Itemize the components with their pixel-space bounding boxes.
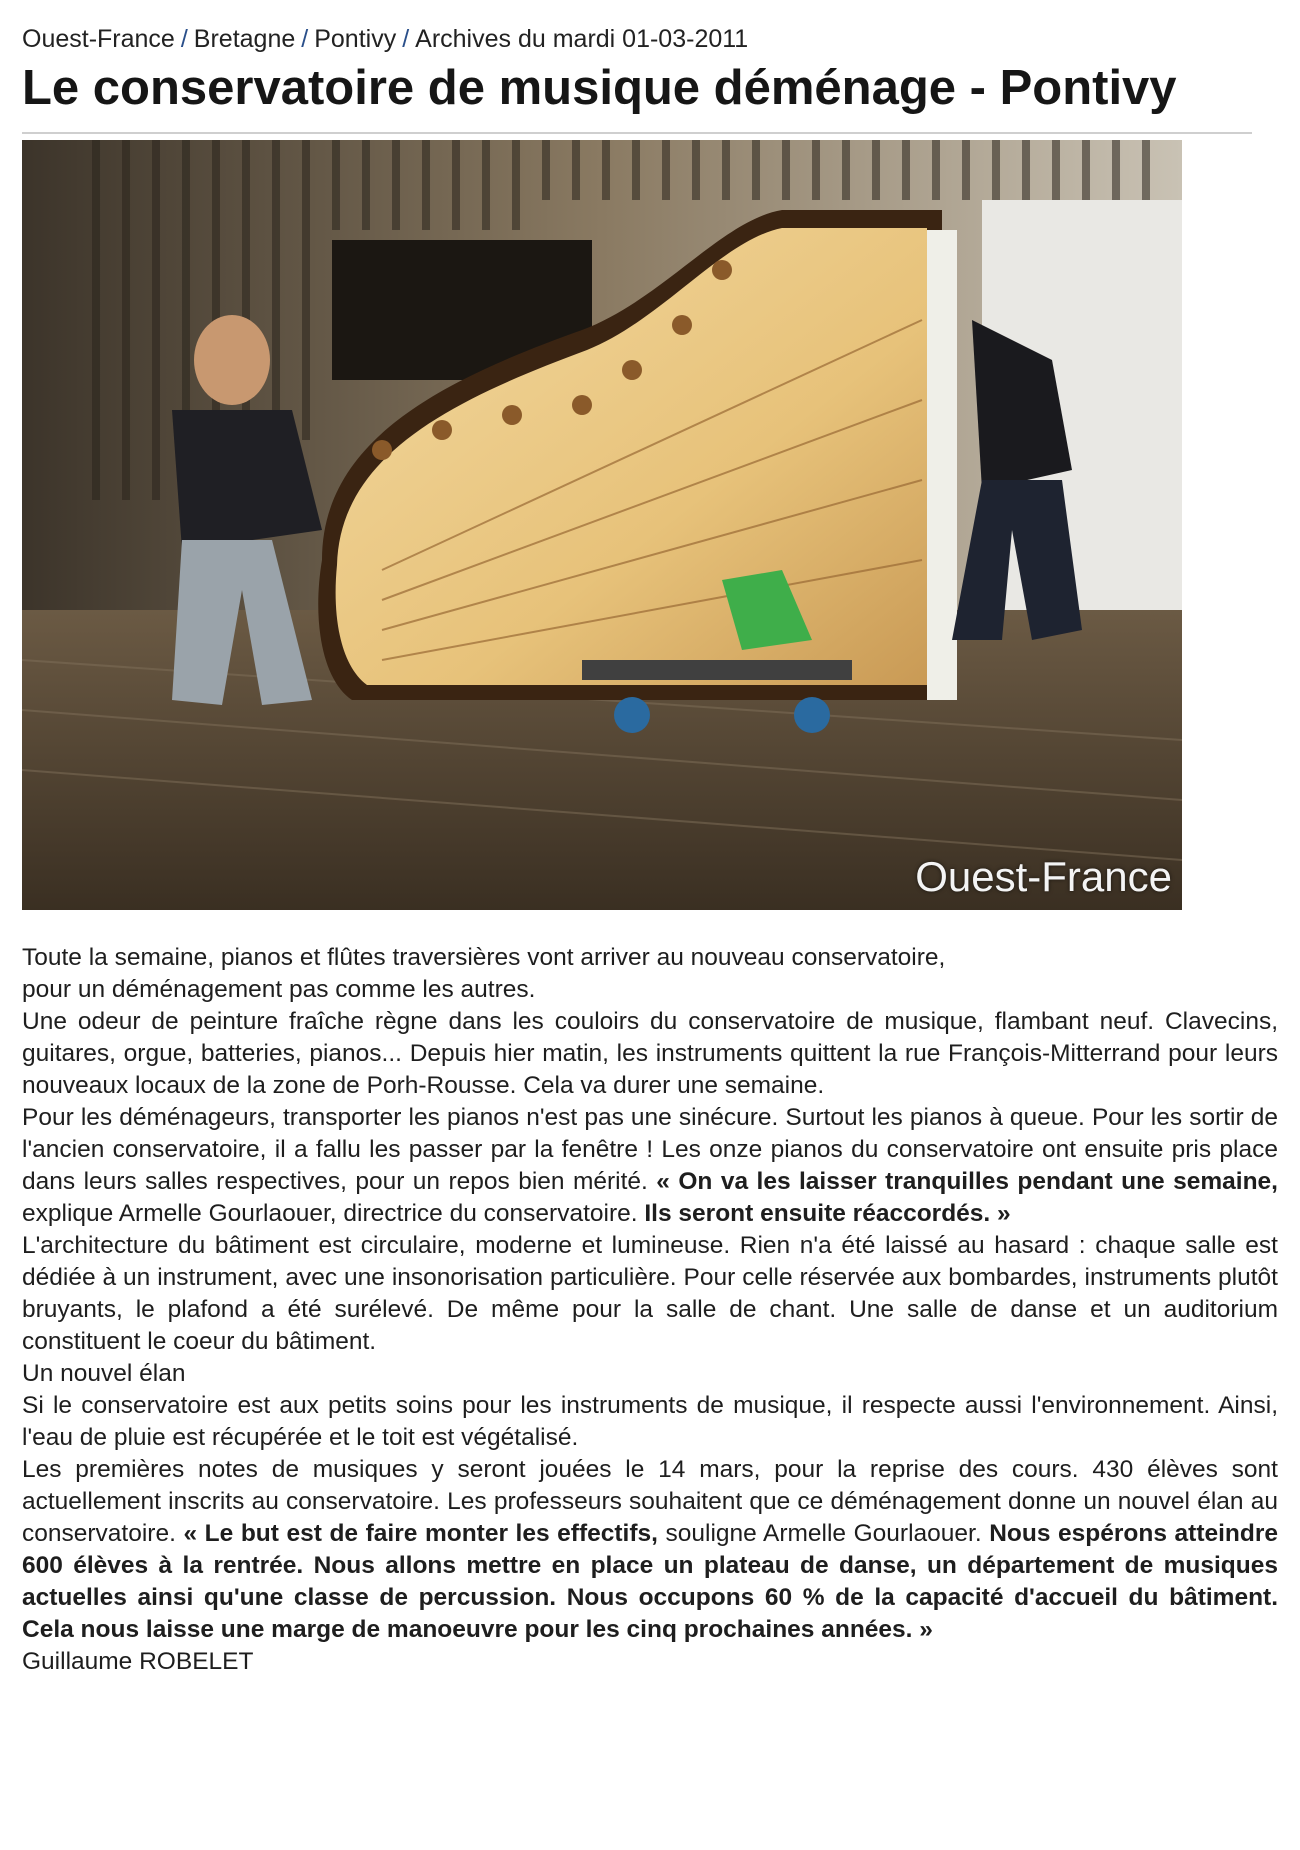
paragraph-3: L'architecture du bâtiment est circulaire, moderne et lumineuse. Rien n'a été laissé au hasard : chaque salle est dédiée à un instrument, avec une insonorisation particulière. Pour celle réservée aux bombardes, instruments plutôt bruyants, le plafond a été surélevé. De même pour la salle de chant. Une salle de danse et un auditorium constituent le coeur du bâtiment. <box>22 1232 1278 1355</box>
subheading: Un nouvel élan <box>22 1360 186 1387</box>
breadcrumb-item-site[interactable]: Ouest-France <box>22 25 175 53</box>
piano-moving-photo <box>22 140 1182 910</box>
breadcrumb-item-city[interactable]: Pontivy <box>314 25 397 53</box>
paragraph-2 <box>22 1102 1278 1230</box>
photo-credit-watermark: Ouest-France <box>915 853 1172 900</box>
paragraph-5-quote-b: Nous espérons atteindre 600 élèves à la rentrée. Nous allons mettre en place un plateau de danse, un département de musiques actuelles ainsi qu'une classe de percussion. Nous occupons 60 % de la capacité d'accueil du bâtiment. Cela nous laisse une marge de manoeuvre pour les cinq prochaines années. » <box>22 1520 1279 1643</box>
paragraph-5-text-a: Les premières notes de musiques y seront jouées le 14 mars, pour la reprise des cours. 430 élèves sont actuellement inscrits au conservatoire. Les professeurs souhaitent que ce déménagement donne un nouvel élan au conservatoire. <box>22 1456 1278 1547</box>
breadcrumb-item-archive-date: Archives du mardi 01-03-2011 <box>415 25 749 53</box>
paragraph-2-quote-a: « On va les laisser tranquilles pendant une semaine, <box>656 1168 1278 1195</box>
article-page <box>22 22 1278 1678</box>
breadcrumb <box>22 22 1278 56</box>
breadcrumb-separator: / <box>402 25 410 53</box>
paragraph-2-quote-b: Ils seront ensuite réaccordés. » <box>644 1200 1011 1227</box>
article-title: Le conservatoire de musique déménage - Pontivy <box>22 61 1177 115</box>
breadcrumb-separator: / <box>180 25 188 53</box>
paragraph-2-text-c: explique Armelle Gourlaouer, directrice du conservatoire. <box>22 1200 638 1227</box>
article-photo <box>22 140 1182 910</box>
paragraph-1: Une odeur de peinture fraîche règne dans les couloirs du conservatoire de musique, flambant neuf. Clavecins, guitares, orgue, batteries, pianos... Depuis hier matin, les instruments quittent la rue François-Mitterrand pour leurs nouveaux locaux de la zone de Porh-Rousse. Cela va durer une semaine. <box>22 1008 1278 1099</box>
article-lead <box>22 942 1278 1006</box>
paragraph-5-text-c: souligne Armelle Gourlaouer. <box>665 1520 982 1547</box>
article-body <box>22 942 1278 1678</box>
lead-line-2: pour un déménagement pas comme les autres. <box>22 976 536 1003</box>
author-byline: Guillaume ROBELET <box>22 1648 254 1675</box>
paragraph-2-text-a: Pour les déménageurs, transporter les pianos n'est pas une sinécure. Surtout les pianos à queue. Pour les sortir de l'ancien conservatoire, il a fallu les passer par la fenêtre ! Les onze pianos du conservatoire ont ensuite pris place dans leurs salles respectives, pour un repos bien mérité. <box>22 1104 1278 1195</box>
paragraph-4: Si le conservatoire est aux petits soins pour les instruments de musique, il respecte aussi l'environnement. Ainsi, l'eau de pluie est récupérée et le toit est végétalisé. <box>22 1392 1278 1451</box>
title-divider <box>22 132 1252 134</box>
paragraph-5-quote-a: « Le but est de faire monter les effectifs, <box>183 1520 658 1547</box>
paragraph-5 <box>22 1454 1278 1646</box>
lead-line-1: Toute la semaine, pianos et flûtes traversières vont arriver au nouveau conservatoire, <box>22 944 946 971</box>
breadcrumb-separator: / <box>301 25 309 53</box>
breadcrumb-item-region[interactable]: Bretagne <box>193 25 296 53</box>
